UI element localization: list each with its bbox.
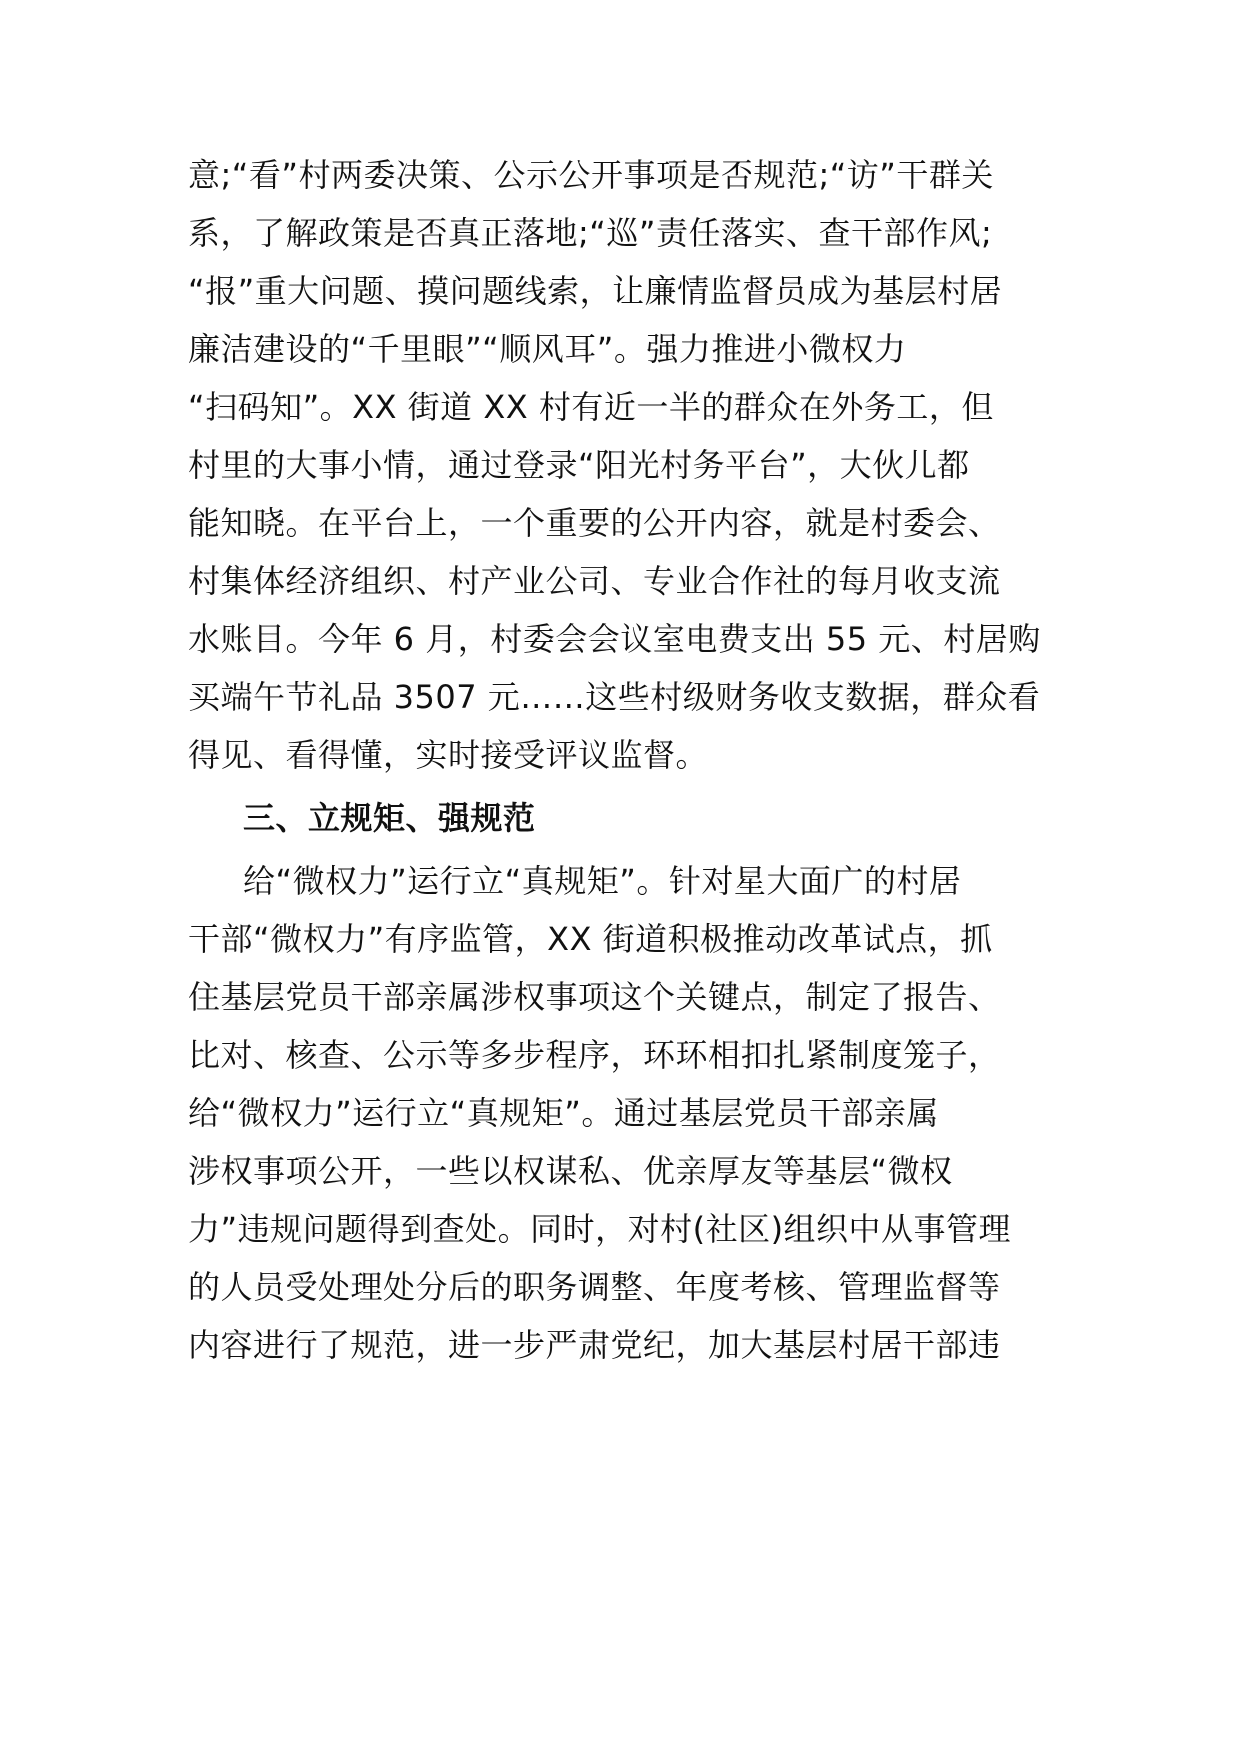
paragraph-line: 力”违规问题得到查处。同时，对村(社区)组织中从事管理 [188, 1210, 1012, 1248]
paragraph-line: “报”重大问题、摸问题线索，让廉情监督员成为基层村居 [188, 272, 1003, 310]
paragraph-line: 能知晓。在平台上，一个重要的公开内容，就是村委会、 [188, 504, 1001, 542]
paragraph-line: “扫码知”。XX 街道 XX 村有近一半的群众在外务工，但 [188, 388, 994, 426]
paragraph-line: 廉洁建设的“千里眼”“顺风耳”。强力推进小微权力 [188, 330, 907, 368]
paragraph-line: 得见、看得懂，实时接受评议监督。 [188, 736, 709, 774]
paragraph-line: 涉权事项公开，一些以权谋私、优亲厚友等基层“微权 [188, 1152, 953, 1190]
paragraph-line: 干部“微权力”有序监管，XX 街道积极推动改革试点，抓 [188, 920, 993, 958]
paragraph-line: 内容进行了规范，进一步严肃党纪，加大基层村居干部违 [188, 1326, 1001, 1364]
section-heading: 三、立规矩、强规范 [243, 799, 536, 837]
paragraph-line: 住基层党员干部亲属涉权事项这个关键点，制定了报告、 [188, 978, 1001, 1016]
paragraph-line: 村集体经济组织、村产业公司、专业合作社的每月收支流 [188, 562, 1001, 600]
paragraph-line: 系，了解政策是否真正落地;“巡”责任落实、查干部作风; [188, 214, 993, 252]
paragraph-line: 给“微权力”运行立“真规矩”。通过基层党员干部亲属 [188, 1094, 939, 1132]
paragraph-line: 意;“看”村两委决策、公示公开事项是否规范;“访”干群关 [188, 156, 994, 194]
paragraph-line: 村里的大事小情，通过登录“阳光村务平台”，大伙儿都 [188, 446, 970, 484]
paragraph-line: 给“微权力”运行立“真规矩”。针对星大面广的村居 [243, 862, 962, 900]
paragraph-line: 买端午节礼品 3507 元……这些村级财务收支数据，群众看 [188, 678, 1041, 716]
paragraph-line: 比对、核查、公示等多步程序，环环相扣扎紧制度笼子， [188, 1036, 1001, 1074]
paragraph-line: 的人员受处理处分后的职务调整、年度考核、管理监督等 [188, 1268, 1001, 1306]
paragraph-line: 水账目。今年 6 月，村委会会议室电费支出 55 元、村居购 [188, 620, 1041, 658]
